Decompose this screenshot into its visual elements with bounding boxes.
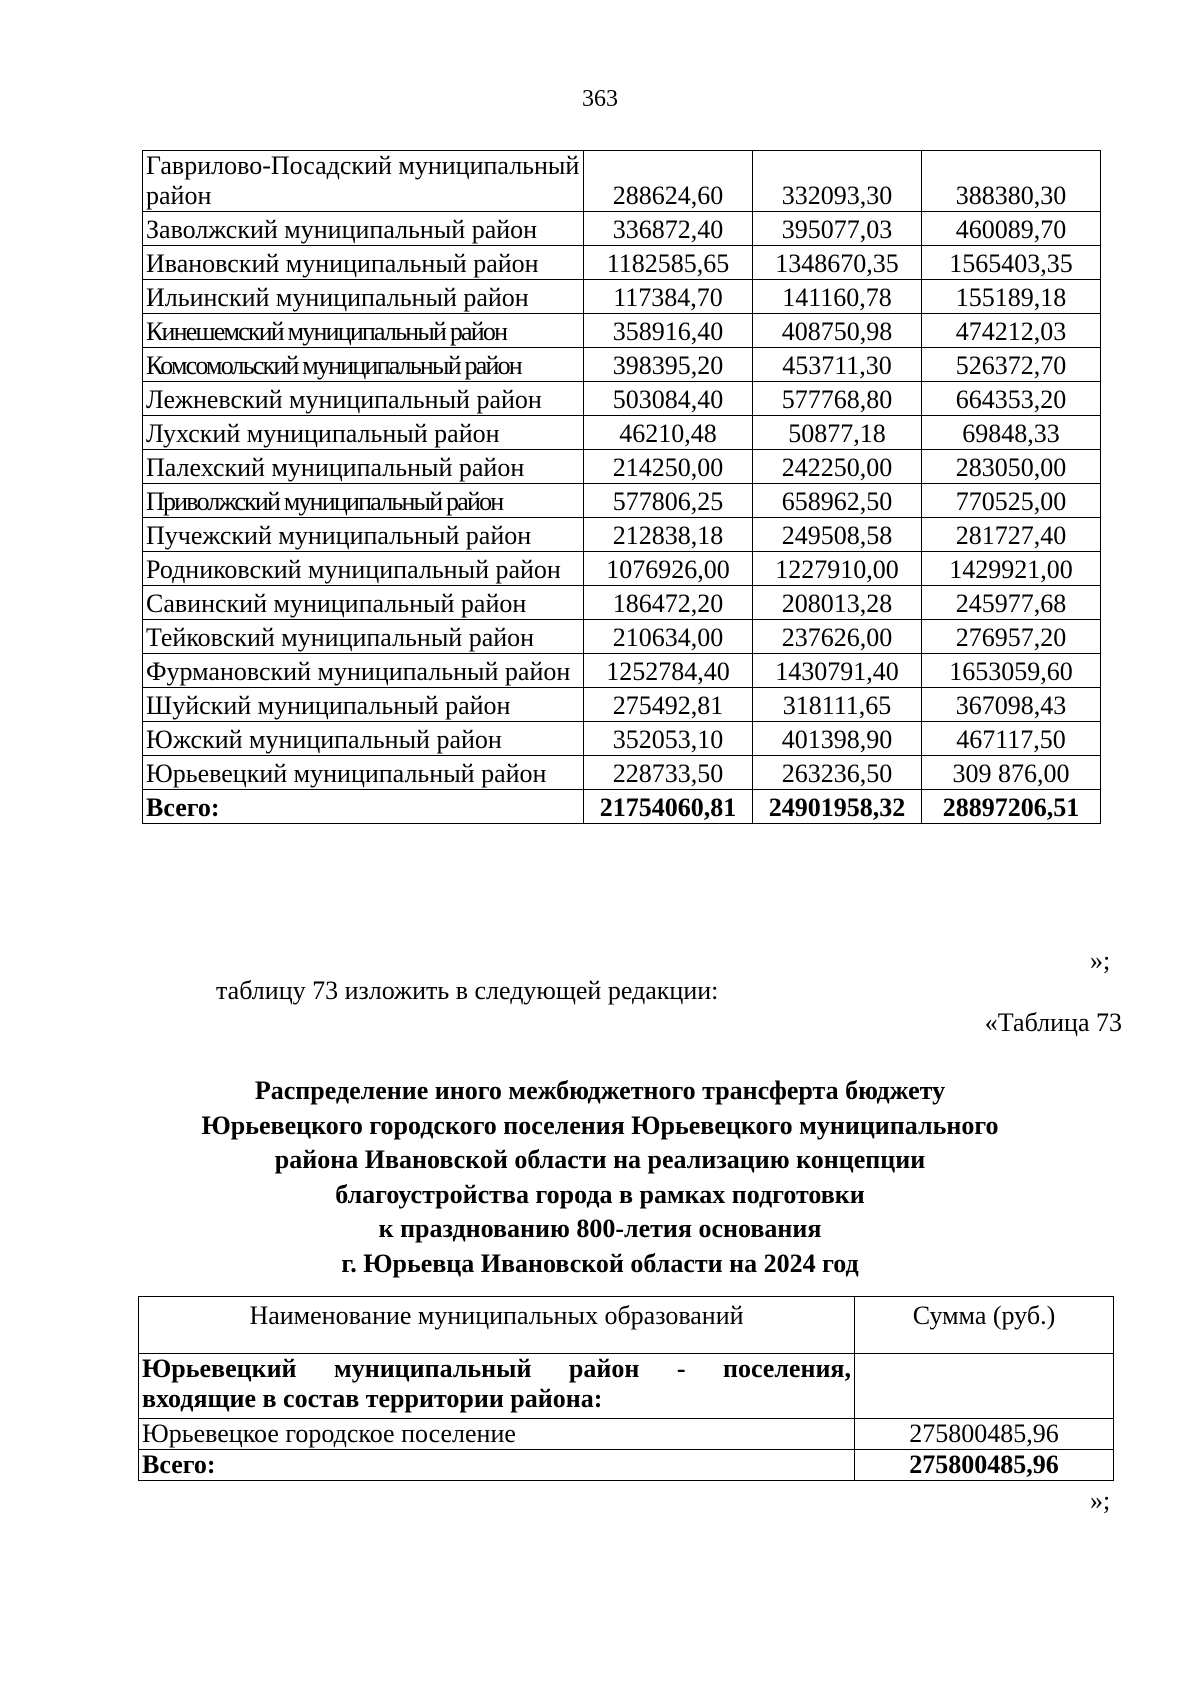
value-year-2: 401398,90 [753,722,922,756]
table-label: «Таблица 73 [984,1008,1122,1037]
total-row [143,790,1101,824]
table-row [143,586,1101,620]
table-header-row [139,1297,1114,1354]
value-year-3: 276957,20 [922,620,1101,654]
district-name: Тейковский муниципальный район [143,620,584,654]
value-year-1: 503084,40 [584,382,753,416]
value-year-2: 237626,00 [753,620,922,654]
table-row [143,246,1101,280]
header-name: Наименование муниципальных образований [139,1297,855,1354]
total-sum: 275800485,96 [855,1450,1114,1481]
value-year-1: 288624,60 [584,151,753,212]
title-line: района Ивановской области на реализацию концепции [274,1145,926,1174]
district-name: Приволжский муниципальный район [143,484,584,518]
closing-quote: »; [1090,1486,1111,1515]
value-year-2: 577768,80 [753,382,922,416]
value-year-3: 474212,03 [922,314,1101,348]
value-year-2: 208013,28 [753,586,922,620]
table-row [143,552,1101,586]
value-year-3: 460089,70 [922,212,1101,246]
value-year-2: 453711,30 [753,348,922,382]
amendment-paragraph: таблицу 73 изложить в следующей редакции: [216,976,719,1005]
group-sum [855,1354,1114,1419]
table-row [143,314,1101,348]
table-title [140,1074,1060,1281]
value-year-1: 212838,18 [584,518,753,552]
district-name: Фурмановский муниципальный район [143,654,584,688]
district-name: Лухский муниципальный район [143,416,584,450]
district-name: Пучежский муниципальный район [143,518,584,552]
district-name: Ивановский муниципальный район [143,246,584,280]
value-year-3: 770525,00 [922,484,1101,518]
value-year-3: 367098,43 [922,688,1101,722]
table-row [143,756,1101,790]
settlement-sum: 275800485,96 [855,1419,1114,1450]
table-row [143,382,1101,416]
value-year-3: 1653059,60 [922,654,1101,688]
title-line: г. Юрьевца Ивановской области на 2024 год [341,1248,859,1278]
value-year-3: 69848,33 [922,416,1101,450]
value-year-3: 388380,30 [922,151,1101,212]
value-year-1: 577806,25 [584,484,753,518]
total-year-3: 28897206,51 [922,790,1101,824]
page-number: 363 [582,86,618,112]
value-year-2: 263236,50 [753,756,922,790]
total-label: Всего: [139,1450,855,1481]
total-year-2: 24901958,32 [753,790,922,824]
table-row [143,416,1101,450]
value-year-3: 245977,68 [922,586,1101,620]
total-year-1: 21754060,81 [584,790,753,824]
total-label: Всего: [143,790,584,824]
district-name: Ильинский муниципальный район [143,280,584,314]
district-name: Савинский муниципальный район [143,586,584,620]
value-year-2: 141160,78 [753,280,922,314]
district-distribution-table [142,150,1101,824]
table-row [143,450,1101,484]
title-line: благоустройства города в рамках подготовки [335,1179,865,1209]
group-row [139,1354,1114,1419]
group-line-1: Юрьевецкий муниципальный район - поселения, [142,1354,851,1383]
district-name: Лежневский муниципальный район [143,382,584,416]
value-year-2: 249508,58 [753,518,922,552]
table-row [143,688,1101,722]
district-name: Юрьевецкий муниципальный район [143,756,584,790]
header-sum: Сумма (руб.) [855,1297,1114,1354]
district-name: Заволжский муниципальный район [143,212,584,246]
value-year-2: 408750,98 [753,314,922,348]
value-year-1: 186472,20 [584,586,753,620]
settlement-name: Юрьевецкое городское поселение [139,1419,855,1450]
title-line: Распределение иного межбюджетного трансферта бюджету [254,1076,946,1105]
value-year-1: 352053,10 [584,722,753,756]
value-year-2: 1348670,35 [753,246,922,280]
district-name: Шуйский муниципальный район [143,688,584,722]
value-year-1: 46210,48 [584,416,753,450]
table-row [143,518,1101,552]
value-year-2: 318111,65 [753,688,922,722]
district-name: Южский муниципальный район [143,722,584,756]
value-year-1: 398395,20 [584,348,753,382]
value-year-1: 1252784,40 [584,654,753,688]
district-name: Кинешемский муниципальный район [143,314,584,348]
title-line: Юрьевецкого городского поселения Юрьевецкого муниципального [201,1110,999,1140]
value-year-3: 283050,00 [922,450,1101,484]
value-year-1: 275492,81 [584,688,753,722]
value-year-3: 1565403,35 [922,246,1101,280]
value-year-2: 242250,00 [753,450,922,484]
table-row [143,212,1101,246]
value-year-2: 1430791,40 [753,654,922,688]
value-year-1: 117384,70 [584,280,753,314]
value-year-2: 50877,18 [753,416,922,450]
value-year-3: 281727,40 [922,518,1101,552]
table-row [143,151,1101,212]
group-line-2: входящие в состав территории района: [142,1384,603,1413]
value-year-3: 155189,18 [922,280,1101,314]
value-year-2: 395077,03 [753,212,922,246]
table-row [143,654,1101,688]
title-line: к празднованию 800-летия основания [378,1214,822,1243]
value-year-1: 214250,00 [584,450,753,484]
district-name: Палехский муниципальный район [143,450,584,484]
value-year-1: 1182585,65 [584,246,753,280]
value-year-3: 664353,20 [922,382,1101,416]
table-row [143,348,1101,382]
value-year-3: 467117,50 [922,722,1101,756]
table-row [143,484,1101,518]
value-year-3: 1429921,00 [922,552,1101,586]
group-name [139,1354,855,1419]
value-year-1: 336872,40 [584,212,753,246]
value-year-2: 1227910,00 [753,552,922,586]
value-year-1: 1076926,00 [584,552,753,586]
district-name: Родниковский муниципальный район [143,552,584,586]
value-year-3: 309 876,00 [922,756,1101,790]
table-row [139,1419,1114,1450]
value-year-2: 332093,30 [753,151,922,212]
value-year-1: 358916,40 [584,314,753,348]
total-row [139,1450,1114,1481]
value-year-1: 210634,00 [584,620,753,654]
district-name: Гаврилово-Посадский муниципальный район [143,151,584,212]
table-row [143,722,1101,756]
closing-quote: »; [1090,946,1111,975]
value-year-1: 228733,50 [584,756,753,790]
table-row [143,280,1101,314]
district-name: Комсомольский муниципальный район [143,348,584,382]
table-row [143,620,1101,654]
transfer-table [138,1296,1114,1481]
value-year-2: 658962,50 [753,484,922,518]
value-year-3: 526372,70 [922,348,1101,382]
